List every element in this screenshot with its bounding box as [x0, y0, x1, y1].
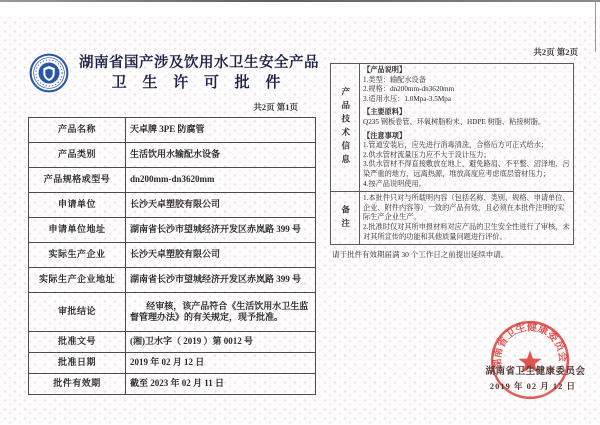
title-line-1: 湖南省国产涉及饮用水卫生安全产品	[79, 54, 319, 71]
page1-indicator: 共2页 第1页	[253, 102, 298, 112]
field-label: 申请单位地址	[29, 218, 126, 243]
field-label: 产品名称	[29, 118, 126, 143]
table-row	[29, 243, 316, 268]
tech-line: 2.规格：dn200mm-dn3620mm	[363, 85, 455, 94]
field-label: 批准文号	[29, 332, 126, 353]
title-line-2: 卫 生 许 可 批 件	[111, 74, 287, 91]
license-info-table	[28, 117, 316, 395]
field-value: 长沙天卓塑胶有限公司	[126, 193, 316, 218]
remark-line: 1.本批件只对与所载明内容（包括名称、类别、规格、申请单位、企业、附件内容等）一致的产品有效，且必须在本批件注明的实际生产企业生产。	[363, 194, 570, 222]
issuing-authority: 湖南省卫生健康委员会	[485, 367, 586, 377]
seal-arc-text: 湖南省卫生健康委员会	[492, 322, 568, 370]
table-row	[29, 143, 316, 168]
table-row	[29, 118, 316, 143]
field-value: 生活饮用水输配水设备	[126, 143, 316, 168]
page2-indicator: 共2页 第2页	[533, 47, 578, 57]
table-row	[29, 353, 316, 374]
field-value: dn200mm-dn3620mm	[126, 168, 316, 193]
field-value: 截至 2023 年 02 月 11 日	[126, 374, 316, 395]
field-value: 2019 年 02 月 12 日	[126, 353, 316, 374]
field-label: 批件有效期	[29, 374, 126, 395]
table-row	[29, 374, 316, 395]
field-label: 审批结论	[29, 293, 126, 332]
tech-line: Q235 钢板卷管、环氧树脂粉末、HDPE 树脂、粘接树脂。	[363, 117, 546, 126]
section-heading: 【产品说明】	[363, 66, 407, 74]
section-heading: 【注意事项】	[363, 131, 407, 140]
table-row	[29, 218, 316, 243]
field-value: 湖南省长沙市望城经济开发区赤岚路 399 号	[126, 218, 316, 243]
table-row	[29, 168, 316, 193]
field-label: 产品规格或型号	[29, 168, 126, 193]
page-2	[330, 46, 582, 260]
tech-info-table	[330, 63, 574, 245]
field-value: (湘)卫水字（ 2019 ）第 0012 号	[126, 332, 316, 353]
page-1	[28, 52, 320, 395]
table-row	[29, 268, 316, 293]
tech-info-label: 产品技术信息	[331, 64, 360, 192]
field-value: 天卓牌 3PE 防腐管	[126, 118, 316, 143]
tech-line: 3.适用水压：1.0Mpa-3.5Mpa	[363, 94, 452, 103]
tech-line: 2.供水管材流量压力应不大于设计压力；	[363, 150, 491, 159]
field-label: 实际生产企业	[29, 243, 126, 268]
field-label: 申请单位	[29, 193, 126, 218]
scan-edge-right	[595, 0, 596, 52]
renewal-note: 请于批件有效期届满 30 个工作日之前提出延续申请。	[332, 250, 509, 260]
remarks-content	[360, 192, 574, 245]
remarks-label: 备注	[331, 192, 360, 245]
table-row	[331, 64, 574, 192]
remark-line: 2.批准时仅对其所申报材料对应产品的卫生安全性进行了审核，未对其所宣传的功能和其他质量问题进行评价。	[363, 222, 570, 241]
tech-line: 1.类型：输配水设备	[363, 75, 426, 84]
tech-line: 3.供水管材不得直接敷放在地上，避免路肩、不平整、沼泽地、污染严重的地方，远离热源，堆放高度应考虑底层管材压力；	[363, 160, 570, 178]
health-authority-emblem-icon	[28, 52, 70, 94]
table-row	[331, 192, 574, 245]
field-label: 产品类别	[29, 143, 126, 168]
document-header	[28, 52, 320, 94]
table-row	[29, 332, 316, 353]
field-value: 长沙天卓塑胶有限公司	[126, 243, 316, 268]
section-heading: 【主要原料】	[363, 108, 407, 117]
field-label: 批准日期	[29, 353, 126, 374]
field-value: 湖南省长沙市望城经济开发区赤岚路 399 号	[126, 268, 316, 293]
field-label: 实际生产企业地址	[29, 268, 126, 293]
tech-info-content	[360, 64, 574, 192]
document-title	[78, 54, 320, 93]
issue-date: 2019 年 02 月 12 日	[489, 381, 577, 391]
table-row	[29, 193, 316, 218]
tech-line: 4.按产品说明使用。	[363, 179, 426, 188]
page-top-margin	[0, 2, 600, 17]
tech-line: 1.管道安装后，应先进行消毒清洗，合格后方可正式给水；	[363, 141, 549, 150]
table-row	[29, 293, 316, 332]
field-value: 经审核，该产品符合《生活饮用水卫生监督管理办法》的有关规定，现予批准。	[126, 293, 316, 332]
